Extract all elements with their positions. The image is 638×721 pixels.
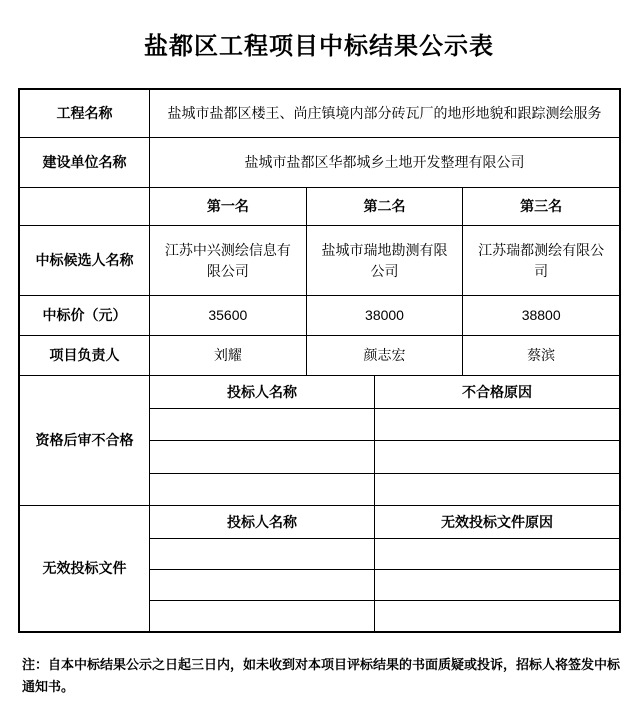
- rank-header-1: 第一名: [150, 188, 307, 225]
- candidate-3: 江苏瑞都测绘有限公司: [478, 242, 605, 279]
- invalid-bid-subheader-row: [150, 506, 619, 539]
- postqual-section: [20, 376, 619, 506]
- invalid-bid-empty-row: [150, 539, 619, 570]
- postqual-subheader-row: [150, 376, 619, 409]
- candidates-row: [20, 226, 619, 296]
- postqual-bidder-cell-empty: [150, 441, 375, 472]
- invalid-bidder-name-header: 投标人名称: [150, 506, 375, 538]
- owner-label: 建设单位名称: [20, 138, 150, 187]
- postqual-bidder-cell-empty: [150, 474, 375, 505]
- owner-value: 盐城市盐都区华都城乡土地开发整理有限公司: [244, 154, 525, 171]
- manager-2: 颜志宏: [307, 336, 464, 375]
- invalid-bidder-cell-empty: [150, 539, 375, 569]
- price-3: 38800: [521, 307, 561, 324]
- rank-header-3: 第三名: [520, 198, 563, 215]
- invalid-bidder-cell-empty: [150, 601, 375, 631]
- document-page: [0, 26, 638, 698]
- postqual-reason-cell-empty: [375, 409, 619, 440]
- postqual-label: 资格后审不合格: [20, 376, 150, 505]
- candidate-2: 盐城市瑞地勘测有限公司: [307, 226, 464, 295]
- invalid-reason-cell-empty: [375, 539, 619, 569]
- manager-row: [20, 336, 619, 376]
- postqual-empty-row: [150, 409, 619, 441]
- invalid-bid-label: 无效投标文件: [20, 506, 150, 631]
- invalid-bid-subtable: [150, 506, 619, 631]
- postqual-subtable: [150, 376, 619, 505]
- table-row: [20, 138, 619, 188]
- project-name-value: 盐城市盐都区楼王、尚庄镇境内部分砖瓦厂的地形地貌和跟踪测绘服务: [167, 105, 602, 122]
- postqual-bidder-cell-empty: [150, 409, 375, 440]
- invalid-bid-section: [20, 506, 619, 631]
- postqual-reason-cell-empty: [375, 474, 619, 505]
- rank-header-2: 第二名: [307, 188, 464, 225]
- project-name-label: 工程名称: [20, 90, 150, 137]
- postqual-bidder-name-header: 投标人名称: [150, 376, 375, 408]
- manager-3: 蔡滨: [527, 347, 556, 364]
- invalid-bid-empty-row: [150, 570, 619, 601]
- price-row: [20, 296, 619, 336]
- table-row: [20, 90, 619, 138]
- postqual-empty-row: [150, 474, 619, 505]
- footer-note: 注：自本中标结果公示之日起三日内，如未收到对本项目评标结果的书面质疑或投诉，招标人将签发中标通知书。: [22, 657, 621, 695]
- candidates-label: 中标候选人名称: [20, 226, 150, 295]
- price-2: 38000: [307, 296, 464, 335]
- invalid-bid-empty-row: [150, 601, 619, 631]
- rank-header-spacer: [20, 188, 150, 225]
- price-1: 35600: [150, 296, 307, 335]
- invalid-bidder-cell-empty: [150, 570, 375, 600]
- invalid-reason-header: 无效投标文件原因: [441, 513, 553, 530]
- postqual-empty-row: [150, 441, 619, 473]
- postqual-reason-header: 不合格原因: [462, 383, 532, 400]
- rank-header-row: [20, 188, 619, 226]
- invalid-reason-cell-empty: [375, 570, 619, 600]
- manager-label: 项目负责人: [20, 336, 150, 375]
- bid-result-table: [18, 88, 621, 633]
- invalid-reason-cell-empty: [375, 601, 619, 631]
- price-label: 中标价（元）: [20, 296, 150, 335]
- page-title: 盐都区工程项目中标结果公示表: [144, 33, 494, 60]
- manager-1: 刘耀: [150, 336, 307, 375]
- postqual-reason-cell-empty: [375, 441, 619, 472]
- candidate-1: 江苏中兴测绘信息有限公司: [150, 226, 307, 295]
